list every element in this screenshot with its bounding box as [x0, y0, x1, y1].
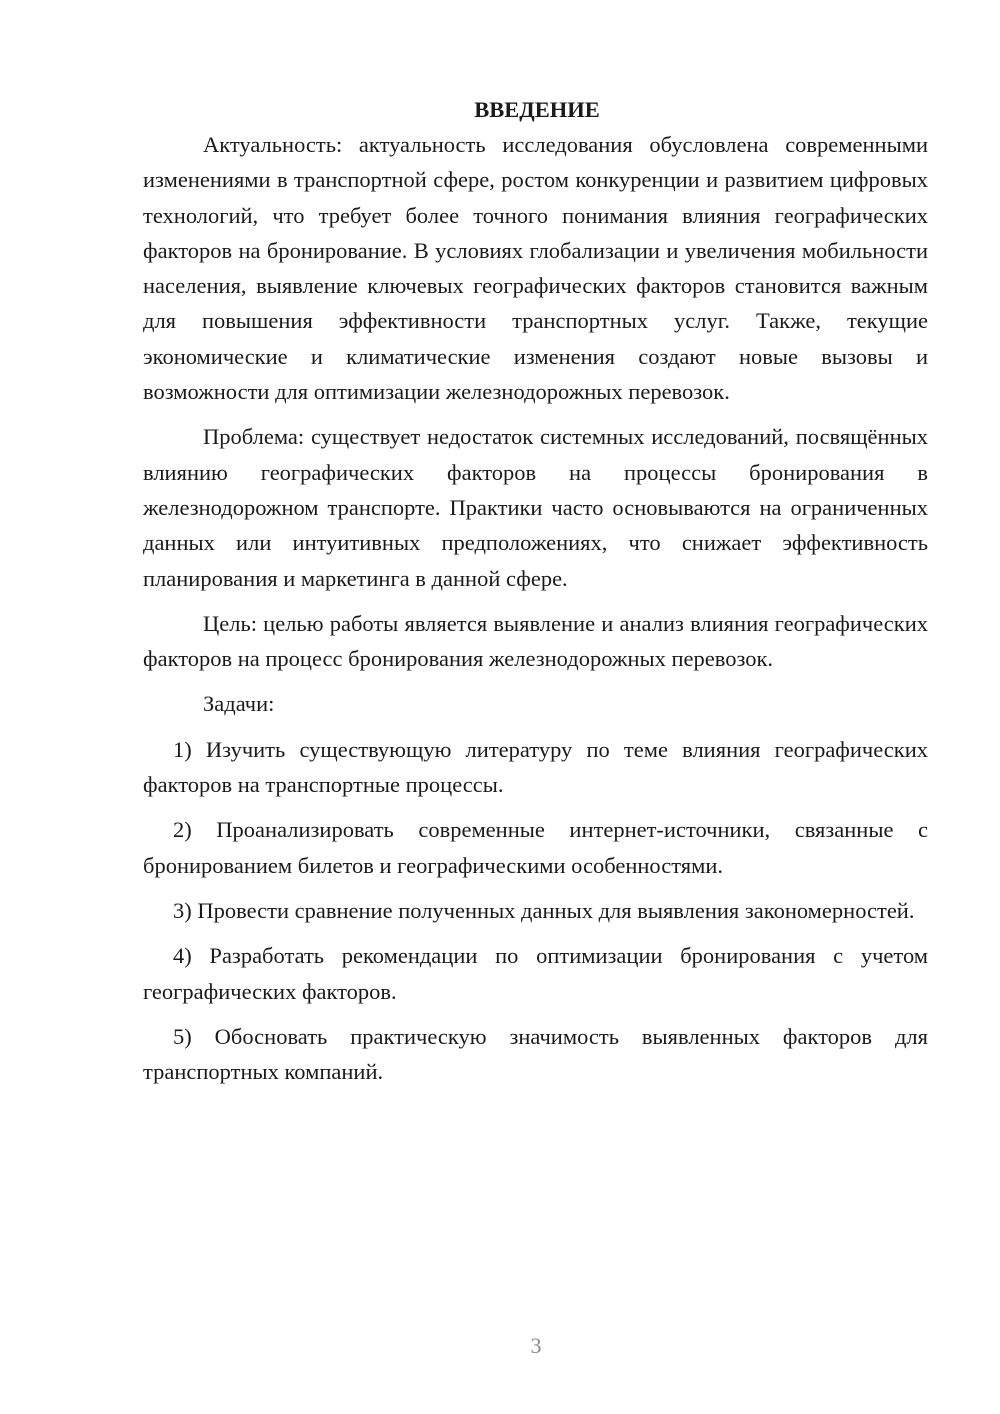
page-number: 3 [530, 1333, 542, 1358]
task-item: 1) Изучить существующую литературу по теме влияния географических факторов на транспортные процессы. [143, 736, 928, 798]
paragraph-relevance: Актуальность: актуальность исследования обусловлена современными изменениями в транспортной сфере, ростом конкуренции и развитием цифровых технологий, что требует более точного понимания влияния географических факторов на бронирование. В условиях глобализации и увеличения мобильности населения, выявление ключевых географических факторов становится важным для повышения эффективности транспортных услуг. Также, текущие экономические и климатические изменения создают новые вызовы и возможности для оптимизации железнодорожных перевозок. [143, 132, 928, 405]
task-item: 4) Разработать рекомендации по оптимизации бронирования с учетом географических факторов. [143, 943, 928, 1004]
task-item: 5) Обосновать практическую значимость выявленных факторов для транспортных компаний. [143, 1023, 928, 1085]
page-title: ВВЕДЕНИЕ [474, 97, 600, 122]
paragraph-problem: Проблема: существует недостаток системных исследований, посвящённых влиянию географических факторов на процессы бронирования в железнодорожном транспорте. Практики часто основываются на ограниченных данных или интуитивных предположениях, что снижает эффективность планирования и маркетинга в данной сфере. [143, 424, 928, 591]
paragraph-goal: Цель: целью работы является выявление и анализ влияния географических факторов на процесс бронирования железнодорожных перевозок. [143, 610, 928, 672]
page-content [143, 92, 928, 1089]
tasks-heading: Задачи: [203, 691, 275, 717]
task-item: 3) Провести сравнение полученных данных для выявления закономерностей. [173, 897, 915, 923]
task-list [143, 732, 928, 1090]
task-item: 2) Проанализировать современные интернет-источники, связанные с бронированием билетов и географическими особенностями. [143, 817, 928, 878]
